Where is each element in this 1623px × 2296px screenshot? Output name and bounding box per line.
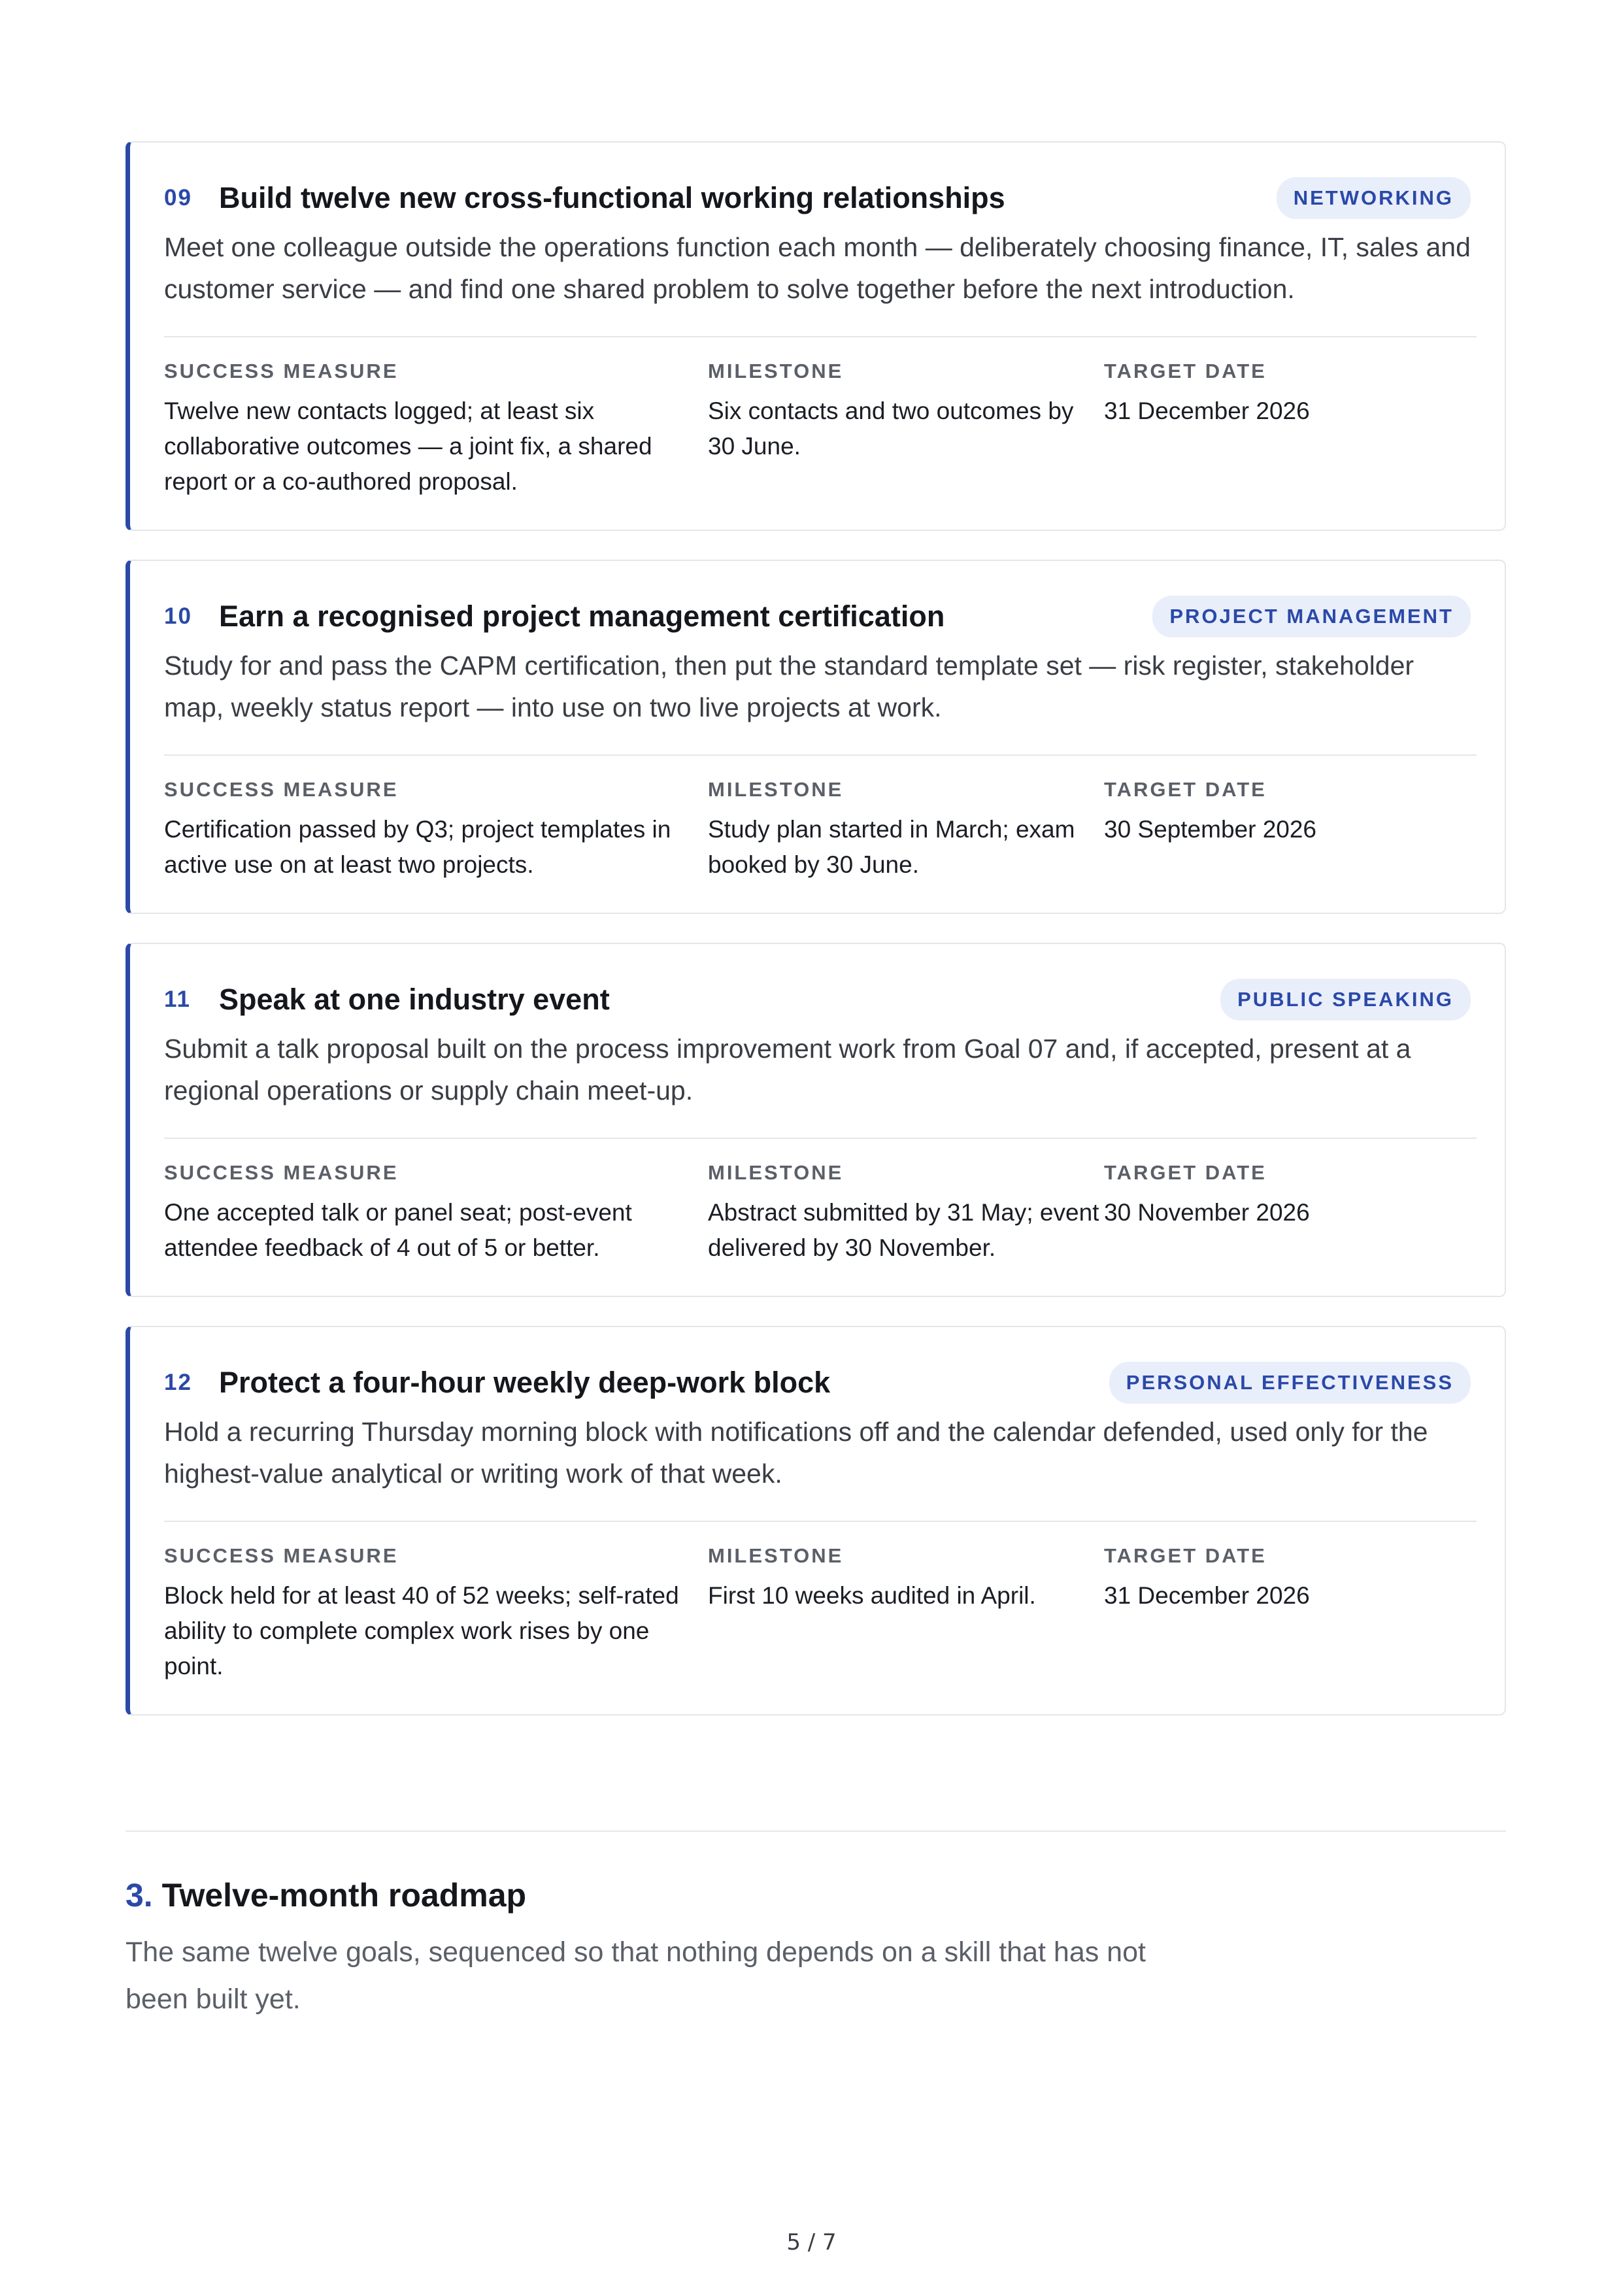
goal-tag-badge: PERSONAL EFFECTIVENESS	[1109, 1362, 1471, 1404]
section-heading	[125, 1876, 526, 1914]
divider	[164, 336, 1477, 337]
milestone	[708, 778, 1104, 883]
field-value: 31 December 2026	[1104, 397, 1310, 424]
section-intro: The same twelve goals, sequenced so that nothing depends on a skill that has not been built yet.	[125, 1936, 1146, 2015]
field-label: SUCCESS MEASURE	[164, 1544, 399, 1567]
divider	[164, 1138, 1477, 1139]
section-divider	[125, 1831, 1506, 1832]
goal-fields	[164, 778, 1477, 883]
goal-title: Build twelve new cross-functional working relationships	[219, 181, 1005, 214]
target-date	[1104, 778, 1470, 883]
field-value: 30 September 2026	[1104, 816, 1317, 843]
field-label: MILESTONE	[708, 1161, 844, 1184]
goal-header	[164, 594, 1471, 639]
section-title: Twelve-month roadmap	[161, 1877, 527, 1914]
field-value: Study plan started in March; exam booked by 30 June.	[708, 816, 1075, 878]
field-value: Block held for at least 40 of 52 weeks; self-rated ability to complete complex work rises by one point.	[164, 1582, 679, 1680]
milestone	[708, 360, 1104, 499]
field-label: MILESTONE	[708, 778, 844, 801]
target-date	[1104, 1544, 1470, 1684]
goal-header	[164, 175, 1471, 221]
goal-tag-badge: PUBLIC SPEAKING	[1220, 979, 1471, 1021]
field-label: SUCCESS MEASURE	[164, 1161, 399, 1184]
field-value: Twelve new contacts logged; at least six collaborative outcomes — a joint fix, a shared report or a co-authored proposal.	[164, 397, 652, 495]
field-value: Six contacts and two outcomes by 30 June.	[708, 397, 1074, 460]
field-label: SUCCESS MEASURE	[164, 360, 399, 382]
goals-list	[125, 141, 1506, 1744]
success-measure	[164, 1161, 708, 1266]
field-label: TARGET DATE	[1104, 360, 1267, 382]
success-measure	[164, 1544, 708, 1684]
target-date	[1104, 1161, 1470, 1266]
goal-header	[164, 977, 1471, 1022]
success-measure	[164, 778, 708, 883]
goal-card	[125, 1326, 1506, 1715]
goal-tag-badge: NETWORKING	[1277, 177, 1471, 219]
field-label: TARGET DATE	[1104, 778, 1267, 801]
divider	[164, 1521, 1477, 1522]
goal-description: Meet one colleague outside the operations function each month — deliberately choosing finance, IT, sales and customer service — and find one shared problem to solve together before the next introduction.	[164, 232, 1471, 304]
goal-description: Submit a talk proposal built on the process improvement work from Goal 07 and, if accepted, present at a regional operations or supply chain meet-up.	[164, 1034, 1411, 1106]
goal-fields	[164, 1544, 1477, 1684]
goal-title: Earn a recognised project management certification	[219, 599, 945, 633]
goal-title: Speak at one industry event	[219, 983, 610, 1016]
field-label: MILESTONE	[708, 1544, 844, 1567]
field-label: TARGET DATE	[1104, 1544, 1267, 1567]
goal-number: 12	[164, 1370, 192, 1395]
target-date	[1104, 360, 1470, 499]
field-value: 31 December 2026	[1104, 1582, 1310, 1609]
goal-number: 10	[164, 603, 192, 629]
goal-description: Study for and pass the CAPM certification, then put the standard template set — risk register, stakeholder map, weekly status report — into use on two live projects at work.	[164, 650, 1414, 722]
divider	[164, 754, 1477, 756]
success-measure	[164, 360, 708, 499]
milestone	[708, 1161, 1104, 1266]
field-label: MILESTONE	[708, 360, 844, 382]
field-value: 30 November 2026	[1104, 1199, 1310, 1226]
field-value: Certification passed by Q3; project templates in active use on at least two projects.	[164, 816, 671, 878]
page-number: 5 / 7	[786, 2229, 837, 2255]
goal-fields	[164, 1161, 1477, 1266]
goal-number: 09	[164, 185, 192, 211]
goal-header	[164, 1360, 1471, 1406]
field-label: SUCCESS MEASURE	[164, 778, 399, 801]
goal-description: Hold a recurring Thursday morning block with notifications off and the calendar defended, used only for the highest-value analytical or writing work of that week.	[164, 1417, 1428, 1489]
section-number: 3.	[125, 1877, 153, 1914]
goal-card	[125, 560, 1506, 914]
goal-fields	[164, 360, 1477, 499]
milestone	[708, 1544, 1104, 1684]
goal-tag-badge: PROJECT MANAGEMENT	[1152, 596, 1471, 637]
goal-card	[125, 141, 1506, 531]
goal-card	[125, 943, 1506, 1297]
field-value: Abstract submitted by 31 May; event delivered by 30 November.	[708, 1199, 1099, 1261]
goal-title: Protect a four-hour weekly deep-work block	[219, 1366, 831, 1399]
field-label: TARGET DATE	[1104, 1161, 1267, 1184]
field-value: One accepted talk or panel seat; post-event attendee feedback of 4 out of 5 or better.	[164, 1199, 632, 1261]
goal-number: 11	[164, 987, 191, 1012]
field-value: First 10 weeks audited in April.	[708, 1582, 1036, 1609]
